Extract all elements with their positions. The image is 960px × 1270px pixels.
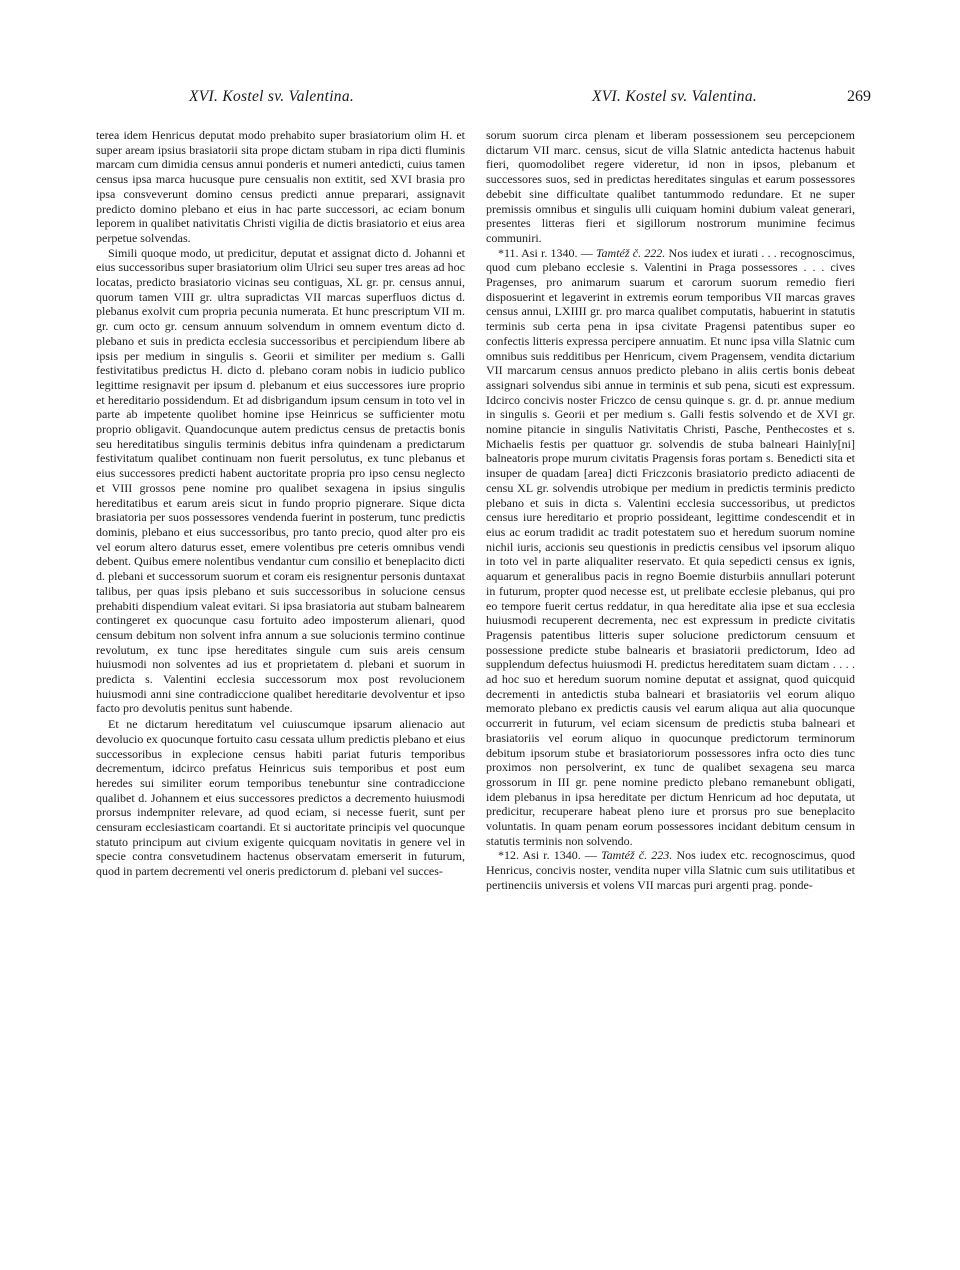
running-head-left: XVI. Kostel sv. Valentina. [189, 88, 355, 105]
entry-12-reference: Tamtéž č. 223. [601, 848, 673, 863]
entry-11-number: *11. Asi r. 1340. — [498, 245, 593, 260]
page-number: 269 [847, 88, 871, 105]
left-paragraph-1: terea idem Henricus deputat modo prehabito super brasiatorium olim H. et super aream ipsius brasiatorii sita prope dictam stubam in ripa dicti fluminis marcam cum dimidia census annui ponderis et numeri antedicti, cuius tamen census ipsa marca hucusque pure censualis non extitit, sed XVI brasia pro ipsa consveverunt domino census predicti annue preparari, assignavit predicto domino plebano et eius in hac parte successori, ac eciam bonum leporem in qualibet nativitatis Christi vigilia de dictis brasiatorio et eius area perpetue solvendas. [96, 128, 465, 245]
running-head-right: XVI. Kostel sv. Valentina. [592, 88, 758, 105]
entry-11 [486, 246, 855, 849]
left-paragraph-2: Simili quoque modo, ut predicitur, deputat et assignat dicto d. Johanni et eius successoribus super brasiatorium olim Ulrici seu super tres areas ad hoc locatas, predicto brasiatorio vicinas seu contiguas, XL gr. pr. census annui, quorum tamen VIII gr. ultra supradictas VII marcas superfluos dictus d. plebanus exolvit cum propria pecunia numerata. Et hunc prescriptum VII m. gr. cum octo gr. censum annuum solvendum in omnem eventum dicto d. plebano et suis in predicta ecclesia successoribus et percipiendum libere ab ipsis per medium in singulis s. Georii et similiter per medium s. Galli festivitatibus predictus H. dicto d. plebano coram nobis in iudicio publico legittime resignavit per ipsum d. plebanum et eius successores iure proprio et hereditario possidendum. Et ad disbrigandum ipsum censum in toto vel in parte ab impetente quolibet homine ipse Heinricus se sufficienter motu proprio obligavit. Quandocunque autem predictus census de pretactis bonis seu hereditatibus singulis terminis debitus infra quindenam a predictarum festivitatum qualibet continuam non fuerit persolutus, ex tunc plebanus et eius successores predicti habent auctoritate propria pro ipso censu neglecto et VIII grossos pene nomine pro qualibet sexagena in ipsius singulis hereditatibus et earum areis sicut in fundo proprio pignerare. Sique dicta brasiatoria per suos possessores vendenda fuerint in posterum, tunc predictis dominis, plebano et eius successoribus, pro tanto precio, quod alter pro eis vel eorum altero daturus esset, emere volentibus pre ceteris omnibus vendi debent. Quibus emere nolentibus vendantur cum consilio et beneplacito dicti d. plebani et successorum suorum et coram eis resignentur personis duntaxat talibus, per quas ipsis plebano et suis successoribus in solucione census prehabiti dispendium valeat evitari. Si ipsa brasiatoria aut stubam balnearem contingeret ex quocunque casu fortuito adeo imposterum alienari, quod censum debitum non solvent infra annum a sue solucionis termino continue revolutum, ex tunc ipse hereditates singule cum suis areis censum huiusmodi non solventes ad ius et proprietatem d. plebani et suorum in predicta s. Valentini ecclesia successorum mox post revolucionem huiusmodi anni sine contradiccione qualibet hereditarie devolventur et ipso facto pro devolutis penitus sunt habende. [96, 245, 465, 716]
entry-12-number: *12. Asi r. 1340. — [498, 848, 597, 863]
entry-12 [486, 848, 855, 892]
entry-12-text: Nos iudex etc. recognoscimus, quod Henricus, concivis noster, vendita nuper villa Slatnic cum suis utilitatibus et pertinenciis universis et volens VII marcas puri argenti prag. ponde- [486, 848, 856, 892]
running-header [96, 88, 871, 112]
right-text-column [486, 128, 855, 893]
left-text-column [96, 128, 465, 879]
entry-11-text: Nos iudex et iurati . . . recognoscimus, quod cum plebano ecclesie s. Valentini in Praga possessores . . . cives Pragenses, pro animarum suarum et carorum suorum remedio fieri disposuerint et legaverint in extremis eorum temporibus VII marcas graves census annui, LXIIII gr. pro marca qualibet computatis, habuerint in statutis terminis sub certa pena in ipsa civitate Pragensi patentibus super eo confectis litteris expressa percipere annuatim. Et nunc ipsa villa Slatnic cum omnibus suis redditibus per Henricum, civem Pragensem, vendita dictarium VII marcarum census annuos predicto plebano in aliis certis bonis debeat assignari solvendus sibi annue in terminis et sub pena, sicuti est expressum. Idcirco concivis noster Friczco de censu quinque s. gr. d. pr. annue medium in singulis s. Georii et per medium s. Galli festis solvendo et de XVI gr. nomine pitancie in singulis Nativitatis Christi, Pasche, Penthecostes et s. Michaelis festis per quattuor gr. solvendis de stuba balneari Hainly[ni] balneatoris prope murum civitatis Pragensis foras portam s. Benedicti sita et insuper de quadam [area] dicti Friczconis brasiatorio predicto adiacenti de censu XL gr. solvendis utrobique per medium in predictis terminis predicto plebano et suis in dicta s. Valentini ecclesia successoribus, ut predictos census iure hereditario et proprio possideant, legittime condescendit et in eius ac eorum tradidit ac tradit potestatem suo et heredum suorum nomine nichil iuris, accionis seu questionis in predictis censibus vel ipsorum aliquo in toto vel in parte aliqualiter reservato. Et quia sepedicti census ex ignis, aquarum et generalibus pacis in regno Boemie disturbiis annullari poterunt in futurum, propter quod necesse est, ut prelibate ecclesie plebanus, qui pro eo tempore fuerit certus reddatur, in qua hereditate alia ipse et sua ecclesia huiusmodi recuperent decrementa, nec est expressum in predicte civitatis Pragensis patentibus litteris super solucione predictorum censuum et possessione predicte stube balnearis et brasiatorii predictorum, Ideo ad supplendum defectus huiusmodi H. predictus hereditatem suam dictam . . . . ad hoc suo et heredum suorum nomine deputat et assignat, quod quicquid decrementi in antedictis stuba balneari et brasiatoriis vel eorum aliquo memorato plebano ex predictis causis vel earum aliqua aut alia quocunque occurrerit in futurum, vel eciam sicensum de predictis stuba balneari et brasiatoriis vel eorum aliquo in quocunque predictorum terminorum debitum ipsorum stube et brasiatoriorum possessores infra octo dies tunc proximos non persolverint, ex tunc de qualibet sexagena seu marca grossorum in III gr. pene nomine predicto plebano remanebunt obligati, idem plebanus in ipsa hereditate per dictum Henricum ad hoc deputata, ut predicitur, recuperare habeat pleno iure et prorsus pro sue beneplacito voluntatis. In quam penam eorum possessores incidant debitum censum in statutis terminis non solvendo. [486, 245, 855, 848]
right-paragraph-1: sorum suorum circa plenam et liberam possessionem seu percepcionem dictarum VII marc. census, sicut de villa Slatnic antedicta hactenus habuit fieri, quomodolibet regere videretur, id non in ipsos, plebanum et successores suos, sed in predictas hereditates singulas et earum possessores debebit sine difficultate qualibet tantummodo redundare. Et ne super premissis omnibus et singulis ulli cuiquam homini dubium valeat generari, presentes litteras fieri et sigillorum nostrorum munimine fecimus communiri. [486, 128, 855, 245]
left-paragraph-3: Et ne dictarum hereditatum vel cuiuscumque ipsarum alienacio aut devolucio ex quocunque fortuito casu cessata ullum predictis plebano et eius successoribus in explecione census habiti pariat futuris temporibus decrementum, idcirco prefatus Heinricus suis temporibus et post eum heredes sui similiter eorum temporibus tenebuntur sine contradiccione qualibet d. Johannem et eius successores predictos a decremento huiusmodi prorsus indempniter relevare, ad quod eciam, si necesse fuerit, sunt per censuram ecclesiasticam coartandi. Et si auctoritate principis vel quocunque statuto principum aut civium exigente quicquam novitatis in genere vel in specie contra consvetudinem hactenus observatam emerserit in futurum, quod in partem decrementi vel oneris predictorum d. plebani vel succes- [96, 717, 465, 879]
entry-11-reference: Tamtéž č. 222. [595, 245, 666, 260]
